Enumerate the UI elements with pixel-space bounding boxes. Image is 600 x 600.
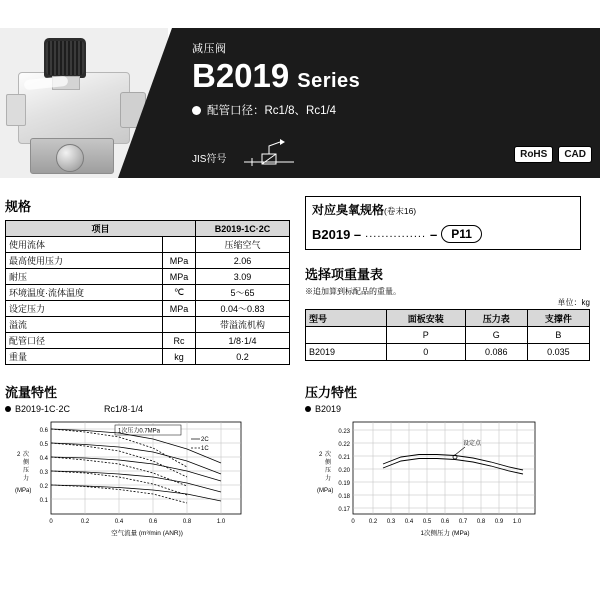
- spec-label: 溢流: [6, 317, 163, 333]
- weight-model: B2019: [306, 344, 387, 361]
- table-row: [6, 285, 290, 301]
- table-row: [6, 317, 290, 333]
- spec-label: 耐压: [6, 269, 163, 285]
- spec-unit: MPa: [163, 253, 196, 269]
- svg-text:1.0: 1.0: [512, 519, 522, 525]
- spec-unit: ℃: [163, 285, 196, 301]
- rohs-badge: RoHS: [514, 146, 553, 163]
- flow-chart-plot: [5, 416, 297, 546]
- svg-text:0.22: 0.22: [338, 442, 350, 448]
- svg-text:0.1: 0.1: [39, 498, 48, 504]
- spec-unit: kg: [163, 349, 196, 365]
- flow-chart-subtitle: [5, 404, 297, 414]
- weight-col-bracket: 支撑件: [527, 310, 589, 327]
- weight-value: 0.086: [465, 344, 527, 361]
- bullet-icon: [5, 406, 11, 412]
- svg-text:0.3: 0.3: [386, 519, 396, 525]
- spec-value: 2.06: [196, 253, 290, 269]
- spec-value: 5～65: [196, 285, 290, 301]
- svg-text:0.20: 0.20: [338, 468, 350, 474]
- svg-text:0.6: 0.6: [39, 428, 48, 434]
- spec-value: 0.04～0.83: [196, 301, 290, 317]
- flow-chart-model: B2019-1C·2C: [15, 404, 71, 414]
- table-row: [6, 301, 290, 317]
- ozone-title-row: [312, 201, 574, 218]
- model-name: B2019: [192, 57, 290, 94]
- svg-text:力: 力: [23, 476, 30, 482]
- svg-text:次: 次: [23, 452, 30, 458]
- page-title: [192, 59, 592, 92]
- product-port-left: [6, 94, 26, 126]
- table-header-row: [6, 221, 290, 237]
- spec-header-model: B2019-1C·2C: [196, 221, 290, 237]
- table-row: [6, 333, 290, 349]
- right-column: [305, 196, 597, 361]
- svg-text:1.0: 1.0: [216, 519, 226, 525]
- weight-table-unit: 单位：kg: [557, 298, 590, 307]
- svg-text:设定点: 设定点: [463, 441, 482, 447]
- svg-text:2: 2: [319, 452, 323, 458]
- weight-col-gauge: 压力表: [465, 310, 527, 327]
- svg-text:1次压力0.7MPa: 1次压力0.7MPa: [118, 428, 161, 435]
- spec-header-item: 项目: [6, 221, 196, 237]
- weight-code-g: G: [465, 327, 527, 344]
- svg-text:0.6: 0.6: [148, 519, 158, 525]
- table-row: [306, 344, 590, 361]
- spec-label: 重量: [6, 349, 163, 365]
- spec-unit: MPa: [163, 269, 196, 285]
- spec-unit: Rc: [163, 333, 196, 349]
- weight-col-model: 型号: [306, 310, 387, 327]
- spec-value: 3.09: [196, 269, 290, 285]
- svg-text:侧: 侧: [325, 460, 332, 466]
- svg-text:0.7: 0.7: [458, 519, 468, 525]
- spec-label: 配管口径: [6, 333, 163, 349]
- svg-text:侧: 侧: [23, 460, 30, 466]
- product-knob: [44, 38, 86, 78]
- order-code-dash: –: [430, 226, 438, 242]
- svg-text:(MPa): (MPa): [15, 488, 32, 494]
- svg-text:次: 次: [325, 452, 332, 458]
- svg-text:力: 力: [325, 476, 332, 482]
- svg-text:0.8: 0.8: [182, 519, 192, 525]
- svg-text:0.2: 0.2: [39, 484, 48, 490]
- pressure-chart-title: 压力特性: [305, 385, 358, 400]
- weight-value: 0.035: [527, 344, 589, 361]
- weight-table-title: 选择项重量表: [305, 267, 384, 282]
- weight-code-blank: [306, 327, 387, 344]
- weight-code-p: P: [387, 327, 466, 344]
- jis-symbol-block: [192, 150, 298, 173]
- table-row: [6, 349, 290, 365]
- svg-text:0: 0: [351, 519, 355, 525]
- svg-text:0: 0: [49, 519, 53, 525]
- svg-text:0.4: 0.4: [39, 456, 48, 462]
- certification-badges: [514, 146, 592, 163]
- svg-text:1C: 1C: [201, 446, 209, 452]
- order-code-suffix: P11: [441, 225, 482, 243]
- weight-table-note: ※追加算到标配品的重量。: [305, 287, 401, 296]
- svg-text:0.8: 0.8: [476, 519, 486, 525]
- spec-label: 最高使用压力: [6, 253, 163, 269]
- spec-unit: [163, 237, 196, 253]
- ozone-spec-box: [305, 196, 581, 250]
- flow-chart-title: 流量特性: [5, 385, 58, 400]
- pressure-characteristics-section: [305, 382, 597, 546]
- weight-col-panel: 面板安装: [387, 310, 466, 327]
- svg-text:0.4: 0.4: [114, 519, 124, 525]
- port-size-label: 配管口径：Rc1/8、Rc1/4: [207, 105, 337, 117]
- table-row: [6, 269, 290, 285]
- spec-value: 1/8·1/4: [196, 333, 290, 349]
- pressure-chart-subtitle: [305, 404, 597, 414]
- ozone-title: 对应臭氧规格: [312, 203, 385, 217]
- svg-text:0.5: 0.5: [39, 442, 48, 448]
- svg-text:(MPa): (MPa): [317, 488, 334, 494]
- pressure-chart-model: B2019: [315, 404, 342, 414]
- cad-badge: CAD: [558, 146, 592, 163]
- svg-text:0.18: 0.18: [338, 494, 350, 500]
- spec-label: 设定压力: [6, 301, 163, 317]
- product-gauge: [56, 144, 84, 172]
- spec-value: 带溢流机构: [196, 317, 290, 333]
- svg-text:0.3: 0.3: [39, 470, 48, 476]
- order-code-prefix: B2019 –: [312, 226, 362, 242]
- flow-chart-port: Rc1/8·1/4: [104, 404, 144, 414]
- svg-text:0.5: 0.5: [422, 519, 432, 525]
- svg-text:0.6: 0.6: [440, 519, 450, 525]
- table-row: [6, 253, 290, 269]
- svg-text:0.19: 0.19: [338, 481, 350, 487]
- weight-code-b: B: [527, 327, 589, 344]
- pressure-chart-plot: [305, 416, 597, 546]
- svg-text:0.23: 0.23: [338, 429, 350, 435]
- weight-value: 0: [387, 344, 466, 361]
- flow-characteristics-section: [5, 382, 297, 546]
- spec-unit: [163, 317, 196, 333]
- spec-table: [5, 220, 290, 365]
- jis-symbol-icon: [240, 136, 298, 173]
- port-size-line: [192, 102, 592, 118]
- table-row: [6, 237, 290, 253]
- header-text-block: [192, 40, 592, 118]
- svg-text:压: 压: [23, 468, 30, 474]
- specification-section: [5, 196, 295, 365]
- svg-text:1次侧压力 (MPa): 1次侧压力 (MPa): [420, 530, 470, 537]
- svg-text:0.4: 0.4: [404, 519, 414, 525]
- table-header-row: [306, 310, 590, 327]
- order-code-dots: ...............: [365, 228, 426, 240]
- ozone-title-note: (卷末16): [384, 206, 417, 216]
- spec-label: 环境温度·流体温度: [6, 285, 163, 301]
- spec-label: 使用流体: [6, 237, 163, 253]
- ozone-order-code: [312, 225, 574, 243]
- svg-text:空气流量 (m³/min (ANR)): 空气流量 (m³/min (ANR)): [111, 530, 183, 537]
- header-subtitle: 减压阀: [192, 43, 227, 55]
- spec-value: 0.2: [196, 349, 290, 365]
- svg-text:0.21: 0.21: [338, 455, 350, 461]
- spec-title: 规格: [5, 199, 32, 214]
- jis-label: JIS符号: [192, 154, 227, 165]
- svg-text:2C: 2C: [201, 437, 209, 443]
- page-header: [0, 0, 600, 190]
- svg-text:0.17: 0.17: [338, 507, 350, 513]
- bullet-icon: [192, 106, 201, 115]
- svg-text:压: 压: [325, 468, 332, 474]
- spec-value: 压缩空气: [196, 237, 290, 253]
- weight-table: [305, 309, 590, 361]
- svg-text:2: 2: [17, 452, 21, 458]
- spec-unit: MPa: [163, 301, 196, 317]
- table-code-row: [306, 327, 590, 344]
- svg-text:0.2: 0.2: [80, 519, 90, 525]
- svg-text:0.2: 0.2: [368, 519, 378, 525]
- svg-text:0.9: 0.9: [494, 519, 504, 525]
- series-label: Series: [297, 70, 361, 92]
- bullet-icon: [305, 406, 311, 412]
